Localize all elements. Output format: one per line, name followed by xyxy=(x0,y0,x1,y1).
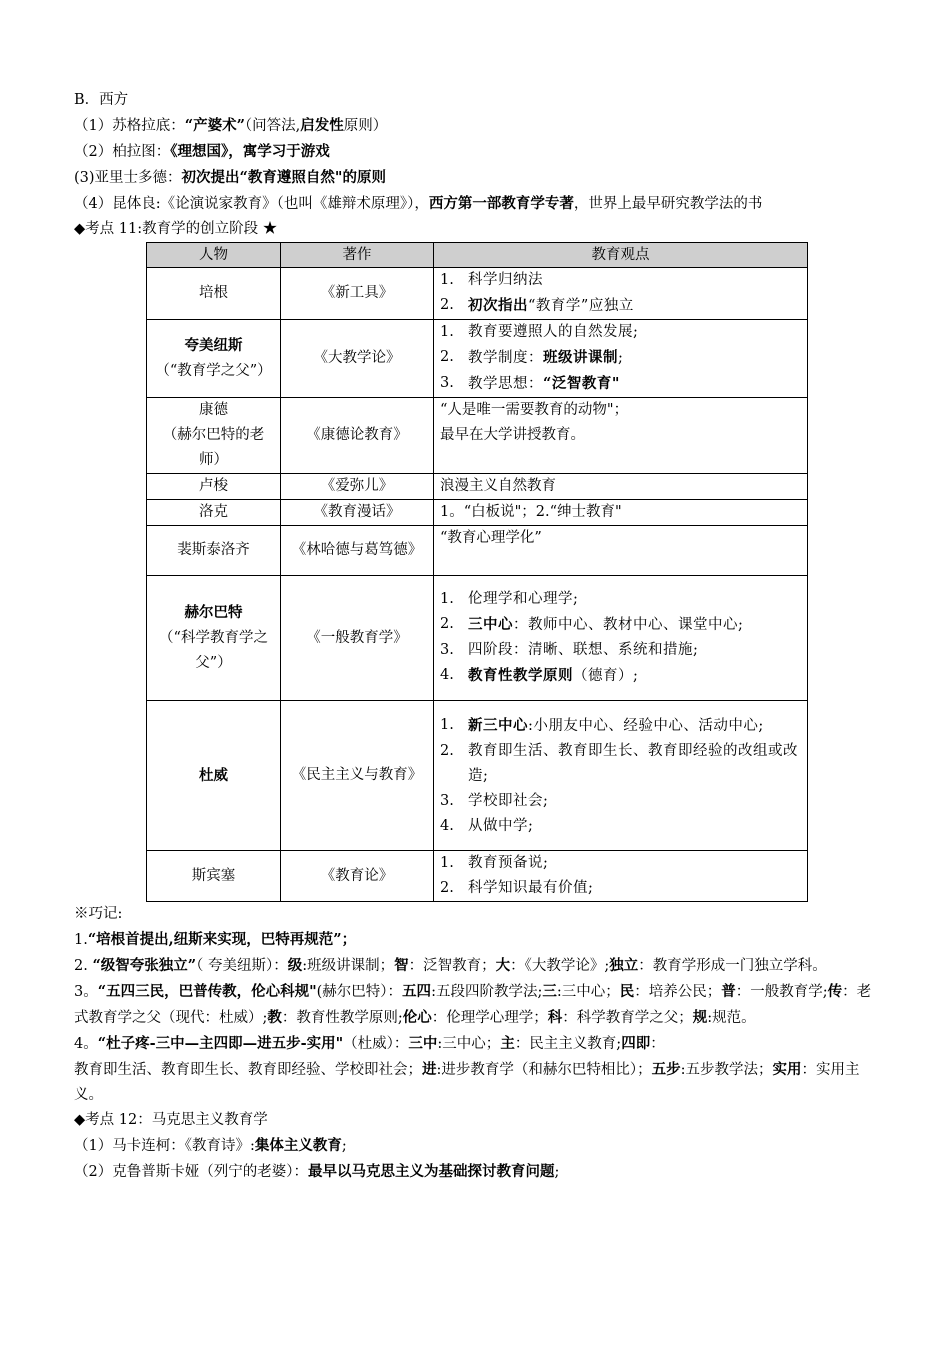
viewpoint-cell: “教育心理学化” xyxy=(434,526,808,576)
table-header-row xyxy=(147,243,808,268)
table-row xyxy=(147,851,808,902)
work-cell: 《一般教育学》 xyxy=(281,576,434,701)
person-cell: 卢梭 xyxy=(147,474,281,500)
mnemonic-3: 3。“五四三民，巴普传教，伦心科规"(赫尔巴特）：五四:五段四阶教学法;三:三中心；民：培养公民；普：一般教育学;传：老式教育学之父（现代：杜威）;教：教育性教学原则;伦心：伦理学心理学；科：科学教育学之父；规:规范。 xyxy=(74,983,872,1026)
makarenko-line: （1）马卡连柯：《教育诗》:集体主义教育; xyxy=(74,1137,347,1154)
education-founders-table xyxy=(146,242,808,902)
person-cell: 洛克 xyxy=(147,500,281,526)
mnemonic-4: 4。“杜子疼-三中—主四即—进五步-实用"（杜威）：三中:三中心；主：民主主义教育;四即： xyxy=(74,1035,665,1052)
document-page xyxy=(74,88,880,1185)
table-row xyxy=(147,526,808,576)
work-cell: 《林哈德与葛笃德》 xyxy=(281,526,434,576)
table-row xyxy=(147,576,808,701)
mnemonic-title: ※巧记: xyxy=(74,906,123,922)
person-cell: 培根 xyxy=(147,268,281,320)
work-cell: 《民主主义与教育》 xyxy=(281,701,434,851)
plato-line: （2）柏拉图：《理想国》，寓学习于游戏 xyxy=(74,143,330,160)
table-row xyxy=(147,474,808,500)
aristotle-line: (3)亚里士多德：初次提出“教育遵照自然"的原则 xyxy=(74,169,386,186)
header-viewpoint: 教育观点 xyxy=(434,243,808,268)
krupskaya-line: （2）克鲁普斯卡娅（列宁的老婆）：最早以马克思主义为基础探讨教育问题; xyxy=(74,1163,560,1180)
person-cell: 斯宾塞 xyxy=(147,851,281,902)
viewpoint-cell: 1. 教育预备说; 2. 科学知识最有价值; xyxy=(434,851,808,902)
kaodian-11-heading: ◆考点 11:教育学的创立阶段 ★ xyxy=(74,221,278,237)
work-cell: 《爱弥儿》 xyxy=(281,474,434,500)
table-row xyxy=(147,320,808,398)
viewpoint-cell: 1. 新三中心:小朋友中心、经验中心、活动中心; 2. 教育即生活、教育即生长、教育即经验的改组或改造; 3. 学校即社会; 4. 从做中学; xyxy=(434,701,808,851)
work-cell: 《大教学论》 xyxy=(281,320,434,398)
socrates-line: （1）苏格拉底：“产婆术”（问答法,启发性原则） xyxy=(74,117,388,134)
mnemonic-4-continued: 教育即生活、教育即生长、教育即经验、学校即社会；进:进步教育学（和赫尔巴特相比）；五步:五步教学法；实用：实用主义。 xyxy=(74,1061,860,1103)
viewpoint-cell: “人是唯一需要教育的动物"； 最早在大学讲授教育。 xyxy=(434,398,808,474)
quintilian-line: （4）昆体良:《论演说家教育》（也叫《雄辩术原理》），西方第一部教育学专著，世界上最早研究教学法的书 xyxy=(74,195,763,212)
viewpoint-cell: 浪漫主义自然教育 xyxy=(434,474,808,500)
viewpoint-cell: 1. 教育要遵照人的自然发展; 2. 教学制度：班级讲课制; 3. 教学思想：“泛智教育" xyxy=(434,320,808,398)
header-person: 人物 xyxy=(147,243,281,268)
table-row xyxy=(147,500,808,526)
table-row xyxy=(147,701,808,851)
person-cell: 裴斯泰洛齐 xyxy=(147,526,281,576)
viewpoint-cell: 1。“白板说"；2.“绅士教育" xyxy=(434,500,808,526)
viewpoint-cell: 1. 科学归纳法 2. 初次指出“教育学”应独立 xyxy=(434,268,808,320)
work-cell: 《教育论》 xyxy=(281,851,434,902)
table-row xyxy=(147,268,808,320)
work-cell: 《新工具》 xyxy=(281,268,434,320)
viewpoint-cell: 1. 伦理学和心理学; 2. 三中心：教师中心、教材中心、课堂中心; 3. 四阶段：清晰、联想、系统和措施; 4. 教育性教学原则（德育）; xyxy=(434,576,808,701)
header-work: 著作 xyxy=(281,243,434,268)
section-heading-west: B．西方 xyxy=(74,92,129,108)
kaodian-12-heading: ◆考点 12：马克思主义教育学 xyxy=(74,1112,268,1128)
work-cell: 《康德论教育》 xyxy=(281,398,434,474)
mnemonic-2: 2. “级智夸张独立”（ 夸美纽斯）：级:班级讲课制；智：泛智教育；大：《大教学论》;独立：教育学形成一门独立学科。 xyxy=(74,957,827,974)
person-cell: 赫尔巴特 （“科学教育学之父”） xyxy=(147,576,281,701)
work-cell: 《教育漫话》 xyxy=(281,500,434,526)
table-row xyxy=(147,398,808,474)
person-cell: 夸美纽斯 （“教育学之父”） xyxy=(147,320,281,398)
person-cell: 杜威 xyxy=(147,701,281,851)
person-cell: 康德 （赫尔巴特的老师） xyxy=(147,398,281,474)
mnemonic-1: 1.“培根首提出,纽斯来实现，巴特再规范”； xyxy=(74,931,357,948)
